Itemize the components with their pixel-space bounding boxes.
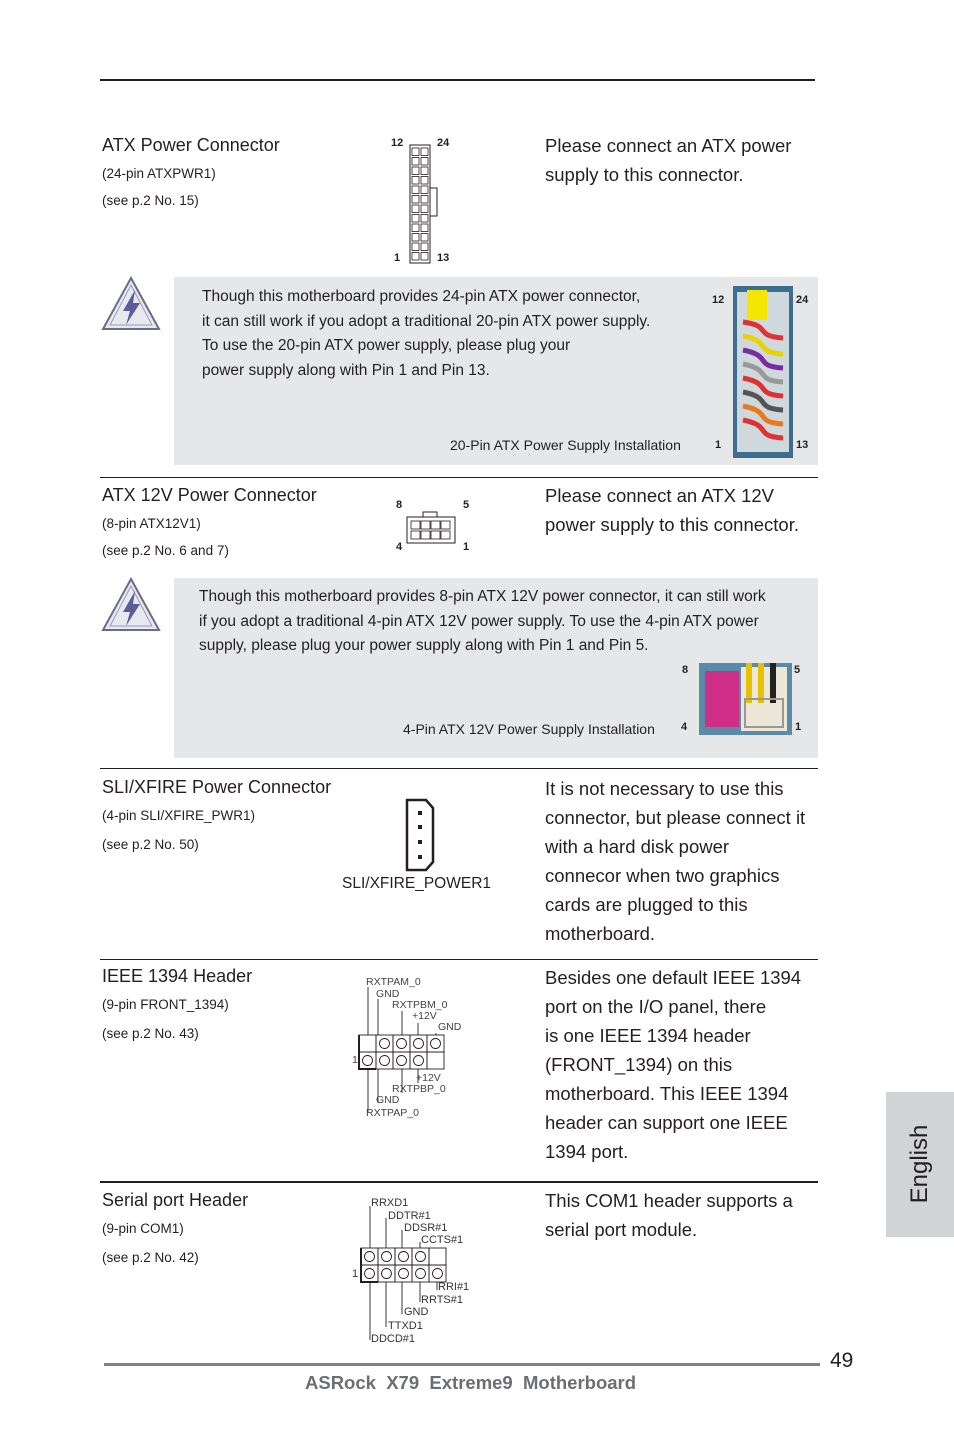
note-line: To use the 20-pin ATX power supply, please plug your bbox=[202, 337, 571, 354]
desc-line: is one IEEE 1394 header bbox=[545, 1025, 751, 1046]
pin-label: 1 bbox=[463, 541, 470, 553]
pin-label: 1 bbox=[715, 439, 722, 451]
pin-name: GND bbox=[376, 1094, 400, 1106]
footer-rule bbox=[104, 1363, 820, 1366]
pin-name: RXTPAP_0 bbox=[366, 1107, 419, 1119]
atx-sub1: (24-pin ATXPWR1) bbox=[102, 166, 216, 181]
desc-line: (FRONT_1394) on this bbox=[545, 1054, 733, 1075]
desc-line: connector, but please connect it bbox=[545, 807, 806, 828]
section-rule bbox=[100, 477, 818, 478]
language-tab-label: English bbox=[906, 1124, 933, 1204]
desc-line: Please connect an ATX power bbox=[545, 135, 792, 156]
atx12v-sub2: (see p.2 No. 6 and 7) bbox=[102, 543, 229, 558]
serial-header-diagram bbox=[350, 1196, 475, 1348]
pin-label: 1 bbox=[394, 252, 401, 264]
section-rule bbox=[100, 959, 818, 960]
pin-label: 24 bbox=[796, 294, 809, 306]
ieee-title: IEEE 1394 Header bbox=[102, 966, 253, 986]
atx-20pin-photo bbox=[733, 286, 793, 458]
desc-line: with a hard disk power bbox=[545, 836, 730, 857]
pin-label: 5 bbox=[794, 664, 801, 676]
pin-name: GND bbox=[376, 988, 400, 1000]
sli-sub2: (see p.2 No. 50) bbox=[102, 837, 199, 852]
atx-24pin-diagram bbox=[388, 136, 458, 266]
warning-icon bbox=[100, 576, 162, 634]
atx-description bbox=[545, 131, 791, 189]
pin-label: 12 bbox=[712, 294, 725, 306]
pin-label: 24 bbox=[437, 137, 450, 149]
serial-sub2: (see p.2 No. 42) bbox=[102, 1250, 199, 1265]
atx-sub2: (see p.2 No. 15) bbox=[102, 193, 199, 208]
pin-name: RRI#1 bbox=[438, 1281, 470, 1293]
ieee-sub2: (see p.2 No. 43) bbox=[102, 1026, 199, 1041]
pin-name: CCTS#1 bbox=[421, 1234, 464, 1246]
ieee-description bbox=[545, 963, 801, 1166]
desc-line: This COM1 header supports a bbox=[545, 1190, 793, 1211]
pin-label: 12 bbox=[391, 137, 404, 149]
atx12v-connector bbox=[406, 511, 458, 545]
pin-name: RRXD1 bbox=[371, 1197, 409, 1209]
pin-name: RXTPBP_0 bbox=[392, 1083, 446, 1095]
sli-sub1: (4-pin SLI/XFIRE_PWR1) bbox=[102, 808, 256, 823]
desc-line: power supply to this connector. bbox=[545, 514, 800, 535]
pin-name: RRTS#1 bbox=[421, 1294, 463, 1306]
serial-description bbox=[545, 1186, 793, 1244]
note-line: Though this motherboard provides 24-pin ATX power connector, bbox=[202, 288, 641, 305]
atx-24pin-connector bbox=[408, 144, 440, 264]
atx12v-title: ATX 12V Power Connector bbox=[102, 485, 317, 505]
pin-label: 1 bbox=[352, 1054, 358, 1066]
desc-line: motherboard. This IEEE 1394 bbox=[545, 1083, 789, 1104]
atx12v-8pin-diagram bbox=[392, 497, 476, 557]
desc-line: 1394 port. bbox=[545, 1141, 629, 1162]
desc-line: port on the I/O panel, there bbox=[545, 996, 767, 1017]
language-tab bbox=[886, 1092, 954, 1237]
pin-label: 1 bbox=[352, 1268, 359, 1280]
section-rule bbox=[100, 768, 818, 769]
pin-name: TTXD1 bbox=[388, 1320, 423, 1332]
pin-label: 13 bbox=[437, 252, 450, 264]
top-rule bbox=[100, 79, 815, 81]
pin-name: DDTR#1 bbox=[388, 1210, 431, 1222]
ieee-header-diagram bbox=[350, 975, 470, 1125]
sli-diagram-label: SLI/XFIRE_POWER1 bbox=[342, 875, 492, 892]
pin-name: RXTPBM_0 bbox=[392, 999, 448, 1011]
pin-name: DDSR#1 bbox=[404, 1222, 448, 1234]
atx12v-description bbox=[545, 481, 799, 539]
section-rule bbox=[100, 1181, 818, 1183]
desc-line: header can support one IEEE bbox=[545, 1112, 788, 1133]
note-line: it can still work if you adopt a traditional 20-pin ATX power supply. bbox=[202, 312, 651, 330]
pin-name: RXTPAM_0 bbox=[366, 976, 421, 988]
sli-4pin-connector bbox=[404, 798, 436, 872]
note-line: if you adopt a traditional 4-pin ATX 12V power supply. To use the 4-pin ATX power bbox=[199, 612, 759, 630]
serial-sub1: (9-pin COM1) bbox=[102, 1221, 184, 1236]
pin-name: GND bbox=[438, 1021, 462, 1033]
pin-label: 4 bbox=[396, 541, 403, 553]
pin-label: 4 bbox=[681, 721, 688, 733]
warning-icon bbox=[100, 275, 162, 333]
atx12v-sub1: (8-pin ATX12V1) bbox=[102, 516, 201, 531]
pin-label: 13 bbox=[796, 439, 809, 451]
serial-title: Serial port Header bbox=[102, 1190, 249, 1210]
atx12v-4pin-photo bbox=[699, 663, 792, 735]
desc-line: Please connect an ATX 12V bbox=[545, 485, 775, 506]
pin-label: 8 bbox=[396, 499, 403, 511]
atx-note-text bbox=[202, 285, 650, 383]
pin-name: +12V bbox=[416, 1072, 441, 1084]
desc-line: connecor when two graphics bbox=[545, 865, 780, 886]
ieee-pin-grid bbox=[350, 975, 470, 1125]
note-line: supply, please plug your power supply along with Pin 1 and Pin 5. bbox=[199, 637, 649, 654]
desc-line: cards are plugged to this bbox=[545, 894, 748, 915]
atx-title: ATX Power Connector bbox=[102, 135, 280, 155]
atx12v-note-text bbox=[199, 585, 766, 659]
desc-line: It is not necessary to use this bbox=[545, 778, 784, 799]
desc-line: Besides one default IEEE 1394 bbox=[545, 967, 802, 988]
atx-note-box bbox=[174, 277, 818, 465]
sli-description bbox=[545, 774, 805, 948]
pin-name: DDCD#1 bbox=[371, 1333, 416, 1345]
pin-name: GND bbox=[404, 1306, 429, 1318]
pin-name: +12V bbox=[412, 1010, 437, 1022]
note-line: power supply along with Pin 1 and Pin 13. bbox=[202, 361, 490, 379]
pin-label: 1 bbox=[795, 721, 802, 733]
note-line: Though this motherboard provides 8-pin ATX 12V power connector, it can still work bbox=[199, 588, 766, 605]
ieee-sub1: (9-pin FRONT_1394) bbox=[102, 997, 229, 1012]
footer-title: ASRock X79 Extreme9 Motherboard bbox=[305, 1372, 637, 1393]
pin-label: 8 bbox=[682, 664, 689, 676]
desc-line: supply to this connector. bbox=[545, 164, 744, 185]
atx12v-note-box bbox=[174, 578, 818, 758]
desc-line: motherboard. bbox=[545, 923, 656, 944]
sli-title: SLI/XFIRE Power Connector bbox=[102, 777, 332, 797]
page-number: 49 bbox=[830, 1349, 854, 1372]
pin-label: 5 bbox=[463, 499, 470, 511]
desc-line: serial port module. bbox=[545, 1219, 698, 1240]
atx-note-caption: 20-Pin ATX Power Supply Installation bbox=[450, 437, 681, 453]
atx12v-note-caption: 4-Pin ATX 12V Power Supply Installation bbox=[403, 721, 655, 737]
